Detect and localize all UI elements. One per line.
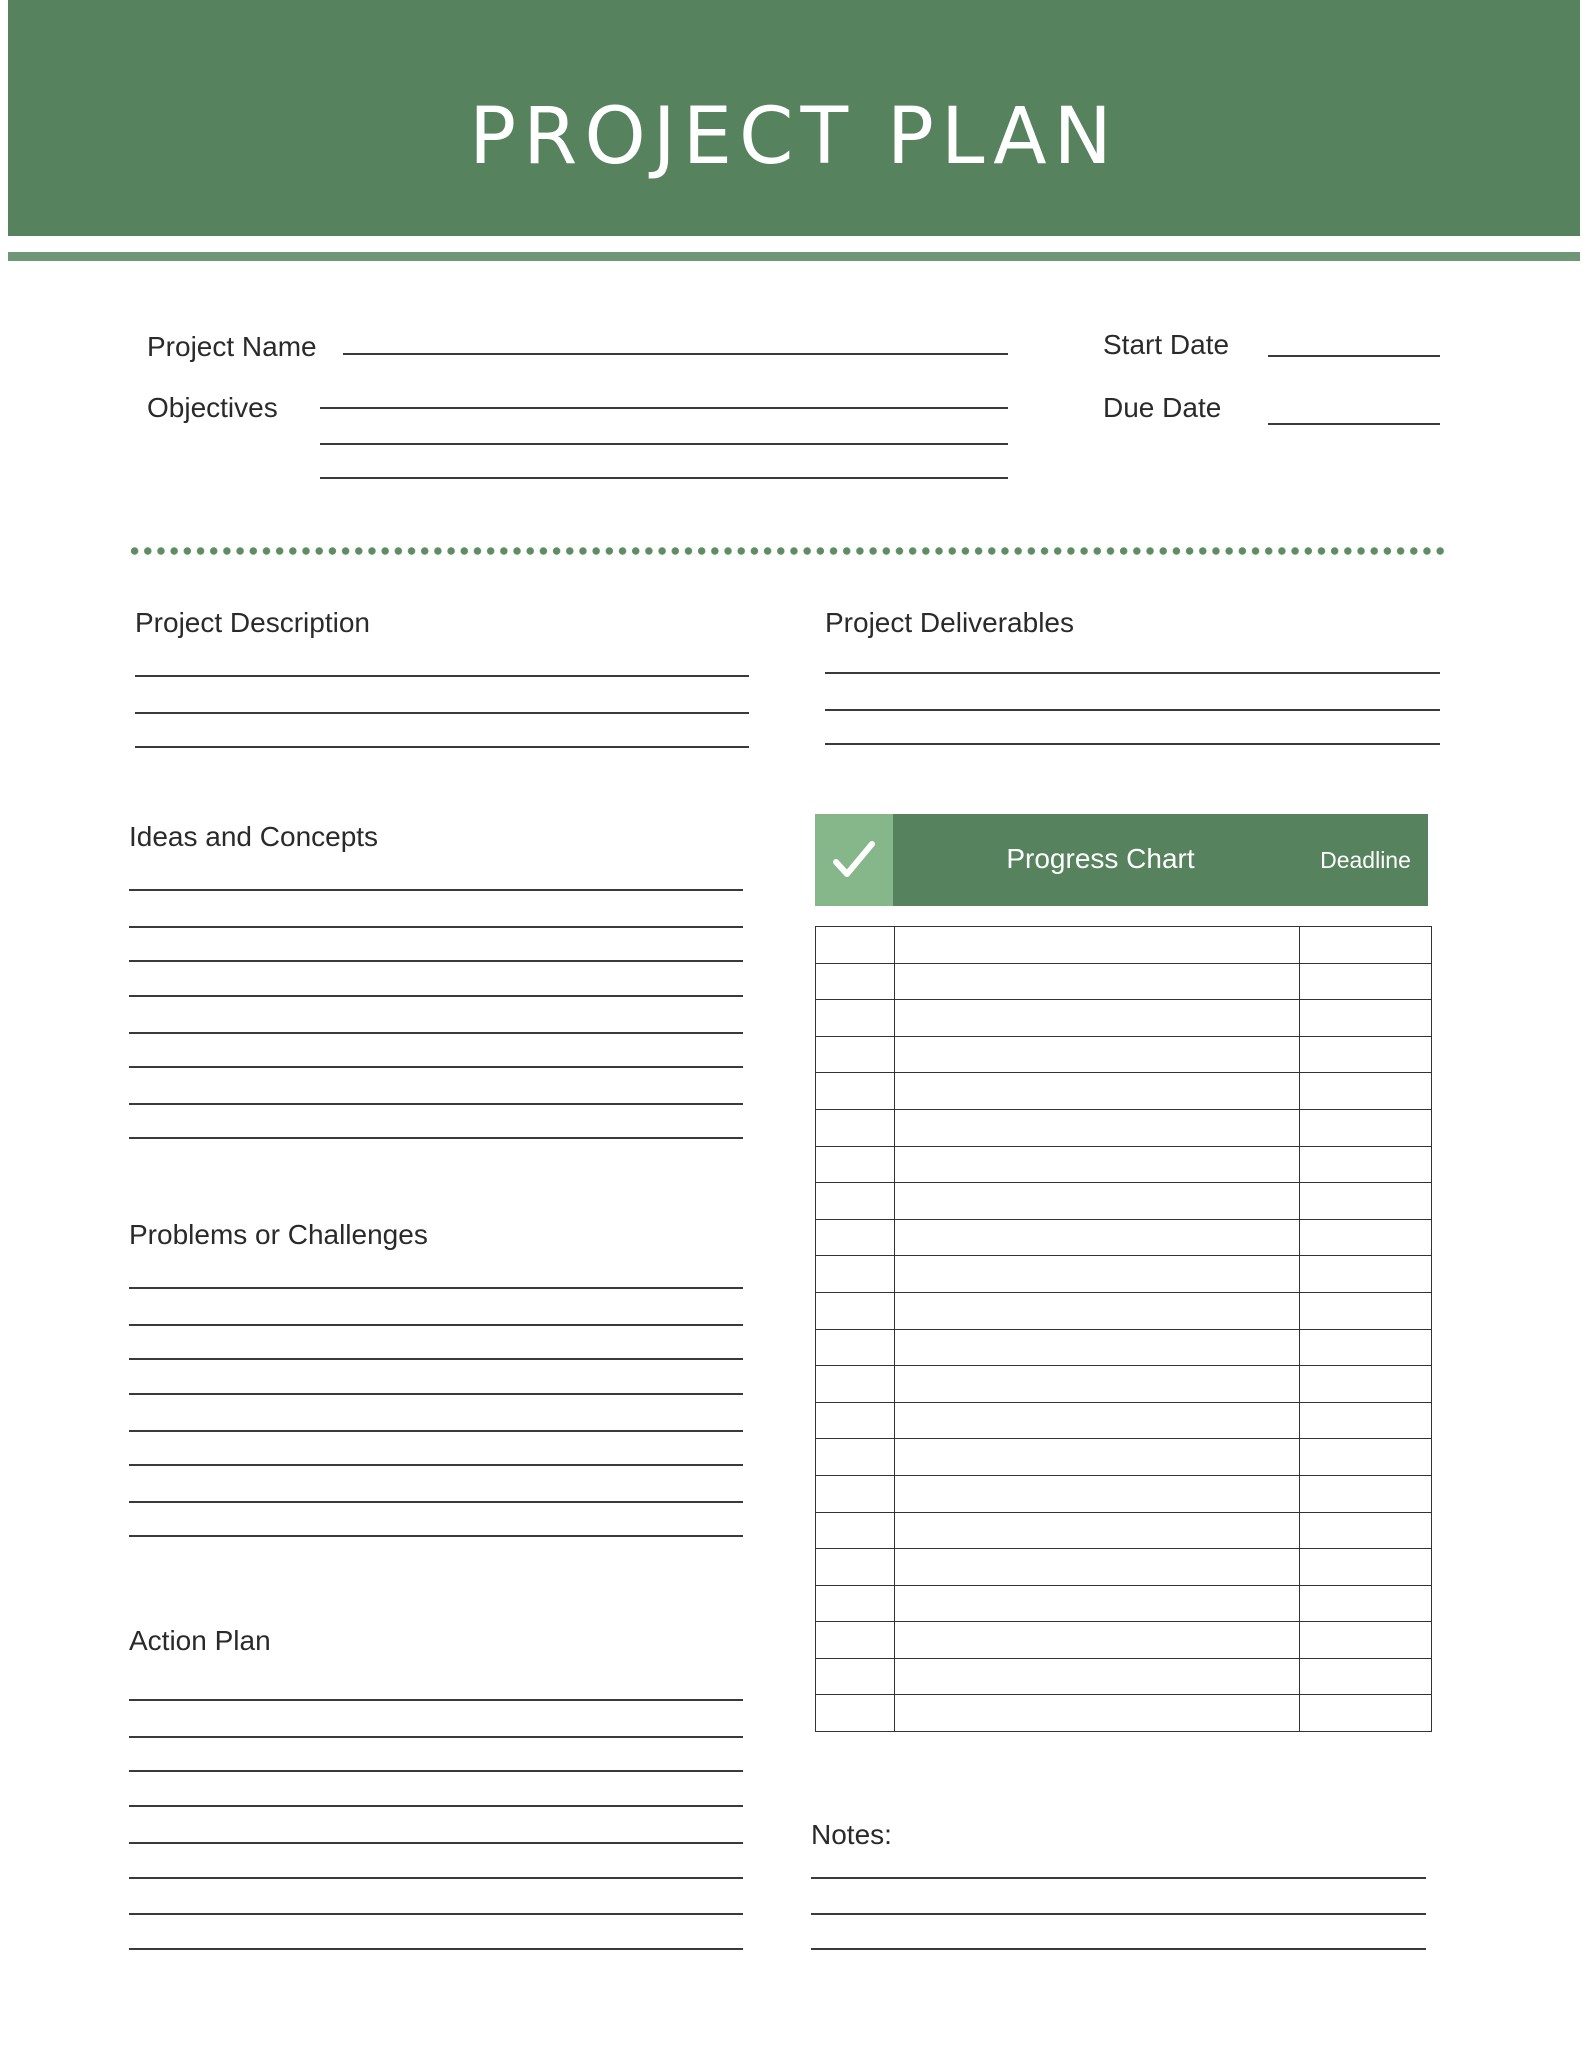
progress-row [816, 1036, 1432, 1073]
progress-task-cell[interactable] [895, 1475, 1300, 1512]
problems-challenges-label: Problems or Challenges [129, 1219, 428, 1250]
ideas-line[interactable] [129, 1137, 743, 1139]
progress-check-cell[interactable] [816, 927, 895, 964]
progress-deadline-cell[interactable] [1300, 1000, 1432, 1037]
progress-row [816, 1658, 1432, 1695]
deliverables-line[interactable] [825, 672, 1440, 674]
action-line[interactable] [129, 1770, 743, 1772]
progress-deadline-cell[interactable] [1300, 1549, 1432, 1586]
progress-deadline-cell[interactable] [1300, 1073, 1432, 1110]
progress-row [816, 1549, 1432, 1586]
ideas-line[interactable] [129, 1066, 743, 1068]
header-divider [8, 252, 1580, 261]
objectives-field-3[interactable] [320, 477, 1008, 479]
project-name-label: Project Name [147, 331, 317, 362]
progress-deadline-cell[interactable] [1300, 1475, 1432, 1512]
progress-row [816, 963, 1432, 1000]
ideas-line[interactable] [129, 889, 743, 891]
description-line[interactable] [135, 675, 749, 677]
progress-chart-grid [815, 926, 1432, 1732]
progress-row [816, 1109, 1432, 1146]
progress-check-cell[interactable] [816, 1695, 895, 1732]
progress-task-cell[interactable] [895, 1658, 1300, 1695]
progress-task-cell[interactable] [895, 1512, 1300, 1549]
description-line[interactable] [135, 712, 749, 714]
progress-check-cell[interactable] [816, 1658, 895, 1695]
progress-check-cell[interactable] [816, 1512, 895, 1549]
action-line[interactable] [129, 1736, 743, 1738]
progress-deadline-cell[interactable] [1300, 1512, 1432, 1549]
progress-row [816, 1475, 1432, 1512]
progress-task-cell[interactable] [895, 1036, 1300, 1073]
progress-check-cell[interactable] [816, 1219, 895, 1256]
progress-row [816, 1292, 1432, 1329]
progress-task-cell[interactable] [895, 1439, 1300, 1476]
problems-line[interactable] [129, 1287, 743, 1289]
progress-deadline-cell[interactable] [1300, 1329, 1432, 1366]
start-date-label: Start Date [1103, 329, 1230, 360]
progress-deadline-cell[interactable] [1300, 1256, 1432, 1293]
progress-row [816, 1073, 1432, 1110]
page-title: PROJECT PLAN [469, 92, 1119, 182]
progress-check-cell[interactable] [816, 1073, 895, 1110]
progress-row [816, 1329, 1432, 1366]
progress-deadline-cell[interactable] [1300, 1109, 1432, 1146]
deliverables-line[interactable] [825, 743, 1440, 745]
progress-row [816, 1439, 1432, 1476]
progress-task-cell[interactable] [895, 1329, 1300, 1366]
ideas-line[interactable] [129, 926, 743, 928]
progress-row [816, 1585, 1432, 1622]
ideas-line[interactable] [129, 995, 743, 997]
objectives-label: Objectives [147, 392, 278, 423]
notes-label: Notes: [811, 1819, 892, 1850]
action-line[interactable] [129, 1877, 743, 1879]
progress-check-cell[interactable] [816, 1366, 895, 1403]
progress-task-cell[interactable] [895, 1695, 1300, 1732]
notes-line[interactable] [811, 1877, 1426, 1879]
progress-task-cell[interactable] [895, 1219, 1300, 1256]
ideas-line[interactable] [129, 960, 743, 962]
progress-task-cell[interactable] [895, 1402, 1300, 1439]
progress-task-cell[interactable] [895, 1549, 1300, 1586]
ideas-concepts-label: Ideas and Concepts [129, 821, 379, 852]
progress-deadline-cell[interactable] [1300, 1622, 1432, 1659]
progress-check-cell[interactable] [816, 1329, 895, 1366]
project-name-field[interactable] [343, 353, 1008, 355]
progress-row [816, 1256, 1432, 1293]
progress-deadline-cell[interactable] [1300, 1439, 1432, 1476]
start-date-field[interactable] [1268, 355, 1440, 357]
progress-check-cell[interactable] [816, 1146, 895, 1183]
progress-task-cell[interactable] [895, 1622, 1300, 1659]
action-line[interactable] [129, 1948, 743, 1950]
progress-deadline-cell[interactable] [1300, 963, 1432, 1000]
due-date-label: Due Date [1103, 392, 1222, 423]
objectives-field-2[interactable] [320, 443, 1008, 445]
progress-deadline-cell[interactable] [1300, 1585, 1432, 1622]
progress-row [816, 1402, 1432, 1439]
progress-row [816, 1183, 1432, 1220]
progress-check-cell[interactable] [816, 1183, 895, 1220]
progress-deadline-cell[interactable] [1300, 1219, 1432, 1256]
progress-check-cell[interactable] [816, 1475, 895, 1512]
action-line[interactable] [129, 1699, 743, 1701]
progress-task-cell[interactable] [895, 1000, 1300, 1037]
progress-check-cell[interactable] [816, 1292, 895, 1329]
project-deliverables-label: Project Deliverables [825, 607, 1074, 638]
progress-task-cell[interactable] [895, 927, 1300, 964]
progress-deadline-cell[interactable] [1300, 1658, 1432, 1695]
progress-row [816, 1146, 1432, 1183]
problems-line[interactable] [129, 1535, 743, 1537]
progress-row [816, 1219, 1432, 1256]
problems-line[interactable] [129, 1324, 743, 1326]
progress-deadline-cell[interactable] [1300, 1036, 1432, 1073]
progress-deadline-cell[interactable] [1300, 1292, 1432, 1329]
checkmark-icon [830, 836, 878, 884]
progress-check-cell[interactable] [816, 1585, 895, 1622]
progress-check-cell [815, 814, 893, 906]
progress-check-cell[interactable] [816, 1622, 895, 1659]
progress-row [816, 1622, 1432, 1659]
progress-deadline-cell[interactable] [1300, 1146, 1432, 1183]
progress-chart-title: Progress Chart [1006, 843, 1195, 874]
progress-deadline-cell[interactable] [1300, 1402, 1432, 1439]
notes-line[interactable] [811, 1913, 1426, 1915]
progress-check-cell[interactable] [816, 1000, 895, 1037]
deliverables-line[interactable] [825, 709, 1440, 711]
problems-line[interactable] [129, 1358, 743, 1360]
progress-deadline-cell[interactable] [1300, 1695, 1432, 1732]
progress-task-cell[interactable] [895, 1292, 1300, 1329]
problems-line[interactable] [129, 1464, 743, 1466]
progress-row [816, 1000, 1432, 1037]
deadline-column-label: Deadline [1320, 847, 1411, 873]
progress-row [816, 1366, 1432, 1403]
progress-check-cell[interactable] [816, 1256, 895, 1293]
progress-row [816, 1695, 1432, 1732]
progress-check-cell[interactable] [816, 1402, 895, 1439]
progress-row [816, 927, 1432, 964]
progress-task-cell[interactable] [895, 1256, 1300, 1293]
action-line[interactable] [129, 1913, 743, 1915]
due-date-field[interactable] [1268, 423, 1440, 425]
progress-task-cell[interactable] [895, 1183, 1300, 1220]
progress-task-cell[interactable] [895, 1073, 1300, 1110]
action-line[interactable] [129, 1842, 743, 1844]
action-line[interactable] [129, 1805, 743, 1807]
problems-line[interactable] [129, 1501, 743, 1503]
problems-line[interactable] [129, 1430, 743, 1432]
description-line[interactable] [135, 746, 749, 748]
progress-row [816, 1512, 1432, 1549]
notes-line[interactable] [811, 1948, 1426, 1950]
progress-check-cell[interactable] [816, 1439, 895, 1476]
objectives-field-1[interactable] [320, 407, 1008, 409]
progress-task-cell[interactable] [895, 1366, 1300, 1403]
progress-task-cell[interactable] [895, 963, 1300, 1000]
progress-task-cell[interactable] [895, 1585, 1300, 1622]
progress-chart-header [815, 814, 1428, 906]
progress-task-cell[interactable] [895, 1109, 1300, 1146]
progress-check-cell[interactable] [816, 1549, 895, 1586]
ideas-line[interactable] [129, 1032, 743, 1034]
progress-deadline-cell[interactable] [1300, 1366, 1432, 1403]
progress-deadline-cell[interactable] [1300, 927, 1432, 964]
progress-check-cell[interactable] [816, 1036, 895, 1073]
dotted-divider [128, 546, 1446, 556]
progress-task-cell[interactable] [895, 1146, 1300, 1183]
project-description-label: Project Description [135, 607, 370, 638]
problems-line[interactable] [129, 1393, 743, 1395]
action-plan-label: Action Plan [129, 1625, 271, 1656]
progress-deadline-cell[interactable] [1300, 1183, 1432, 1220]
ideas-line[interactable] [129, 1103, 743, 1105]
progress-check-cell[interactable] [816, 1109, 895, 1146]
progress-check-cell[interactable] [816, 963, 895, 1000]
